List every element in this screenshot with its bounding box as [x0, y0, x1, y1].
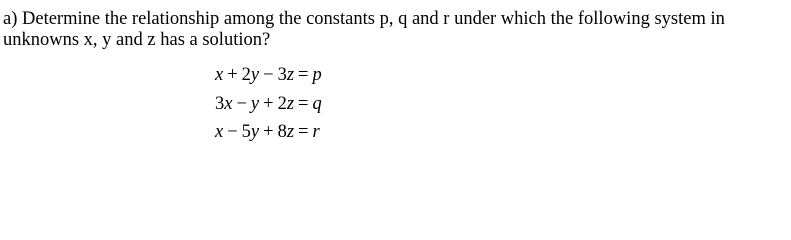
eq3-term2-coef: 5 — [241, 122, 251, 142]
eq1-term2-coef: 2 — [241, 65, 251, 85]
eq3-term3-var: z — [286, 122, 295, 142]
eq3-rhs: r — [312, 122, 320, 142]
eq2-term1-coef: 3 — [215, 94, 225, 114]
eq2-rhs: q — [312, 94, 322, 114]
eq2-term3-var: z — [286, 94, 295, 114]
eq3-term3-coef: 8 — [277, 122, 287, 142]
eq1-term3-coef: 3 — [277, 65, 287, 85]
question-line-1: a) Determine the relationship among the constants p, q and r under which the following system in — [3, 9, 725, 29]
eq1-rhs: p — [312, 65, 322, 85]
eq3-op2: + — [263, 122, 274, 142]
eq1-term1-var: x — [215, 65, 224, 85]
eq1-op2: − — [263, 65, 274, 85]
eq2-equals: = — [298, 94, 309, 114]
eq2-op1: − — [236, 94, 247, 114]
eq3-equals: = — [298, 122, 309, 142]
question-text — [3, 9, 789, 51]
eq3-op1: − — [227, 122, 238, 142]
eq2-term2-var: y — [250, 94, 260, 114]
eq1-op1: + — [227, 65, 238, 85]
eq1-equals: = — [298, 65, 309, 85]
eq2-op2: + — [263, 94, 274, 114]
question-line-2: unknowns x, y and z has a solution? — [3, 30, 271, 50]
eq2-term1-var: x — [224, 94, 233, 114]
eq3-term2-var: y — [250, 122, 260, 142]
eq1-term3-var: z — [286, 65, 295, 85]
eq1-term2-var: y — [250, 65, 260, 85]
equation-2 — [215, 93, 322, 115]
equation-3 — [215, 121, 320, 143]
eq2-term3-coef: 2 — [277, 94, 287, 114]
equation-1 — [215, 64, 322, 86]
eq3-term1-var: x — [215, 122, 224, 142]
